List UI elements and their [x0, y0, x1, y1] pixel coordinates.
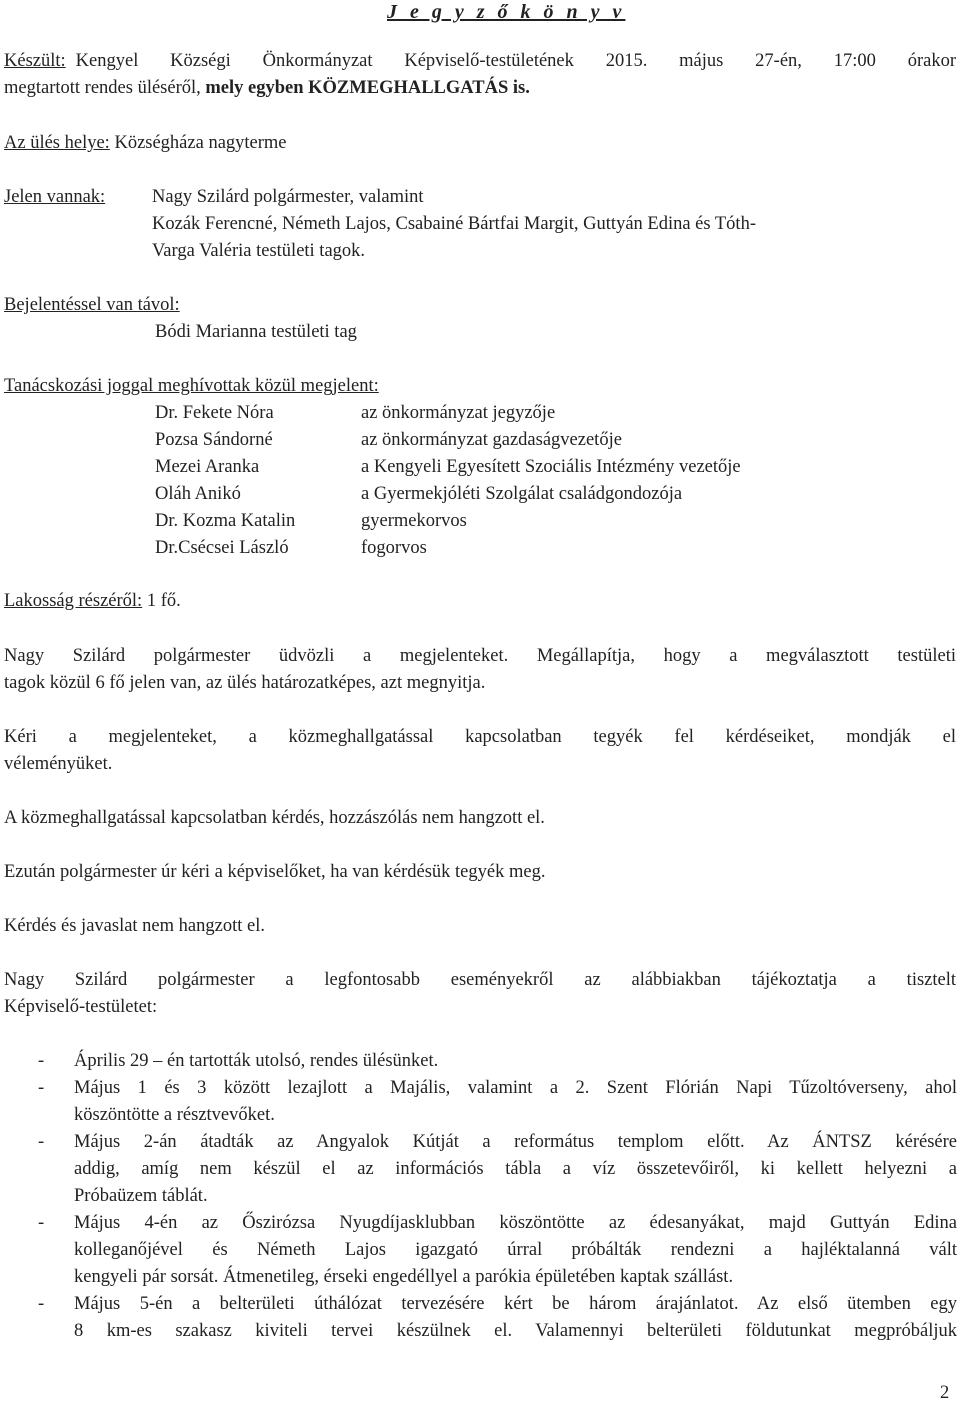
- paragraph-line: tagok közül 6 fő jelen van, az ülés határozatképes, azt megnyitja.: [4, 673, 486, 693]
- paragraph-line: Kéri a megjelenteket, a közmeghallgatással kapcsolatban tegyék fel kérdéseiket, mondják el: [4, 727, 956, 747]
- document-title: J e g y z ő k ö n y v: [387, 1, 626, 23]
- paragraph-request: [4, 728, 956, 782]
- intro-bold: mely egyben KÖZMEGHALLGATÁS is.: [205, 78, 530, 98]
- absent-value: Bódi Marianna testületi tag: [155, 322, 357, 342]
- bullet-line: Próbaüzem táblát.: [74, 1186, 208, 1206]
- place-value: Községháza nagyterme: [114, 133, 287, 153]
- page-number: 2: [940, 1383, 950, 1403]
- invited-role: fogorvos: [361, 538, 427, 558]
- invited-role: az önkormányzat jegyzője: [361, 403, 556, 423]
- invited-role: a Kengyeli Egyesített Szociális Intézmény vezetője: [361, 457, 741, 477]
- bullet-line: kolleganőjével és Németh Lajos igazgató úrral próbálták rendezni a hajléktalanná vált: [74, 1240, 957, 1260]
- invited-name: Dr. Kozma Katalin: [155, 511, 296, 531]
- bullet-marker: -: [38, 1132, 45, 1152]
- paragraph-line: véleményüket.: [4, 754, 113, 774]
- paragraph-line: Képviselő-testületet:: [4, 997, 158, 1017]
- invited-name: Pozsa Sándorné: [155, 430, 273, 450]
- bullet-item: [74, 1133, 957, 1214]
- paragraph-no-questions: Kérdés és javaslat nem hangzott el.: [4, 916, 265, 936]
- invited-name: Mezei Aranka: [155, 457, 260, 477]
- place-label: Az ülés helye:: [4, 133, 110, 153]
- paragraph-report-intro: [4, 971, 956, 1025]
- invited-name: Oláh Anikó: [155, 484, 241, 504]
- invited-label: Tanácskozási joggal meghívottak közül megjelent:: [4, 376, 379, 396]
- invited-name: Dr.Csécsei László: [155, 538, 289, 558]
- intro-line-1: [4, 52, 956, 71]
- bullet-line: 8 km-es szakasz kiviteli tervei készülnek el. Valamennyi belterületi földutunkat megpróbáljuk: [74, 1321, 957, 1341]
- bullet-marker: -: [38, 1051, 45, 1071]
- present-line-3: Varga Valéria testületi tagok.: [152, 241, 366, 261]
- intro-line-2: [4, 79, 530, 98]
- bullet-item: [74, 1052, 957, 1079]
- paragraph-questions: Ezután polgármester úr kéri a képviselőket, ha van kérdésük tegyék meg.: [4, 862, 546, 882]
- bullet-line: addig, amíg nem készül el az információs tábla a víz összetevőiről, ki kellett helyezni a: [74, 1159, 957, 1179]
- absent-label: Bejelentéssel van távol:: [4, 295, 180, 315]
- meeting-place: [4, 134, 287, 153]
- present-line-1: Nagy Szilárd polgármester, valamint: [152, 187, 424, 207]
- bullet-item: [74, 1295, 957, 1349]
- intro-text: Kengyel Községi Önkormányzat Képviselő-testületének 2015. május 27-én, 17:00 órakor: [75, 51, 956, 71]
- bullet-marker: -: [38, 1213, 45, 1233]
- intro-text-2: megtartott rendes üléséről,: [4, 78, 206, 98]
- paragraph-opening: [4, 647, 956, 701]
- bullet-line: Május 4-én az Őszirózsa Nyugdíjasklubban köszöntötte az édesanyákat, majd Guttyán Edina: [74, 1213, 957, 1233]
- invited-role: a Gyermekjóléti Szolgálat családgondozója: [361, 484, 683, 504]
- public-attendance: [4, 592, 181, 611]
- bullet-line: köszöntötte a résztvevőket.: [74, 1105, 275, 1125]
- present-line-2: Kozák Ferencné, Németh Lajos, Csabainé Bártfai Margit, Guttyán Edina és Tóth-: [152, 214, 756, 234]
- invited-role: az önkormányzat gazdaságvezetője: [361, 430, 622, 450]
- bullet-line: Május 5-én a belterületi úthálózat tervezésére kért be három árajánlatot. Az első ütemben egy: [74, 1294, 957, 1314]
- paragraph-line: Nagy Szilárd polgármester üdvözli a megjelenteket. Megállapítja, hogy a megválasztott testületi: [4, 646, 956, 666]
- bullet-line: Május 1 és 3 között lezajlott a Majális, valamint a 2. Szent Flórián Napi Tűzoltóverseny, ahol: [74, 1078, 957, 1098]
- bullet-line: Április 29 – én tartották utolsó, rendes ülésünket.: [74, 1051, 439, 1071]
- bullet-line: kengyeli pár sorsát. Átmenetileg, érseki engedéllyel a parókia épületében kaptak szállást.: [74, 1267, 734, 1287]
- public-value: 1 fő.: [146, 591, 181, 611]
- bullet-marker: -: [38, 1294, 45, 1314]
- invited-name: Dr. Fekete Nóra: [155, 403, 274, 423]
- invited-role: gyermekorvos: [361, 511, 467, 531]
- public-label: Lakosság részéről:: [4, 591, 143, 611]
- bullet-item: [74, 1214, 957, 1295]
- intro-label: Készült:: [4, 51, 66, 71]
- paragraph-line: Nagy Szilárd polgármester a legfontosabb eseményekről az alábbiakban tájékoztatja a tisztelt: [4, 970, 956, 990]
- present-label: Jelen vannak:: [4, 187, 106, 207]
- paragraph-no-comments: A közmeghallgatással kapcsolatban kérdés, hozzászólás nem hangzott el.: [4, 808, 545, 828]
- bullet-marker: -: [38, 1078, 45, 1098]
- bullet-line: Május 2-án átadták az Angyalok Kútját a református templom előtt. Az ÁNTSZ kérésére: [74, 1132, 957, 1152]
- bullet-item: [74, 1079, 957, 1133]
